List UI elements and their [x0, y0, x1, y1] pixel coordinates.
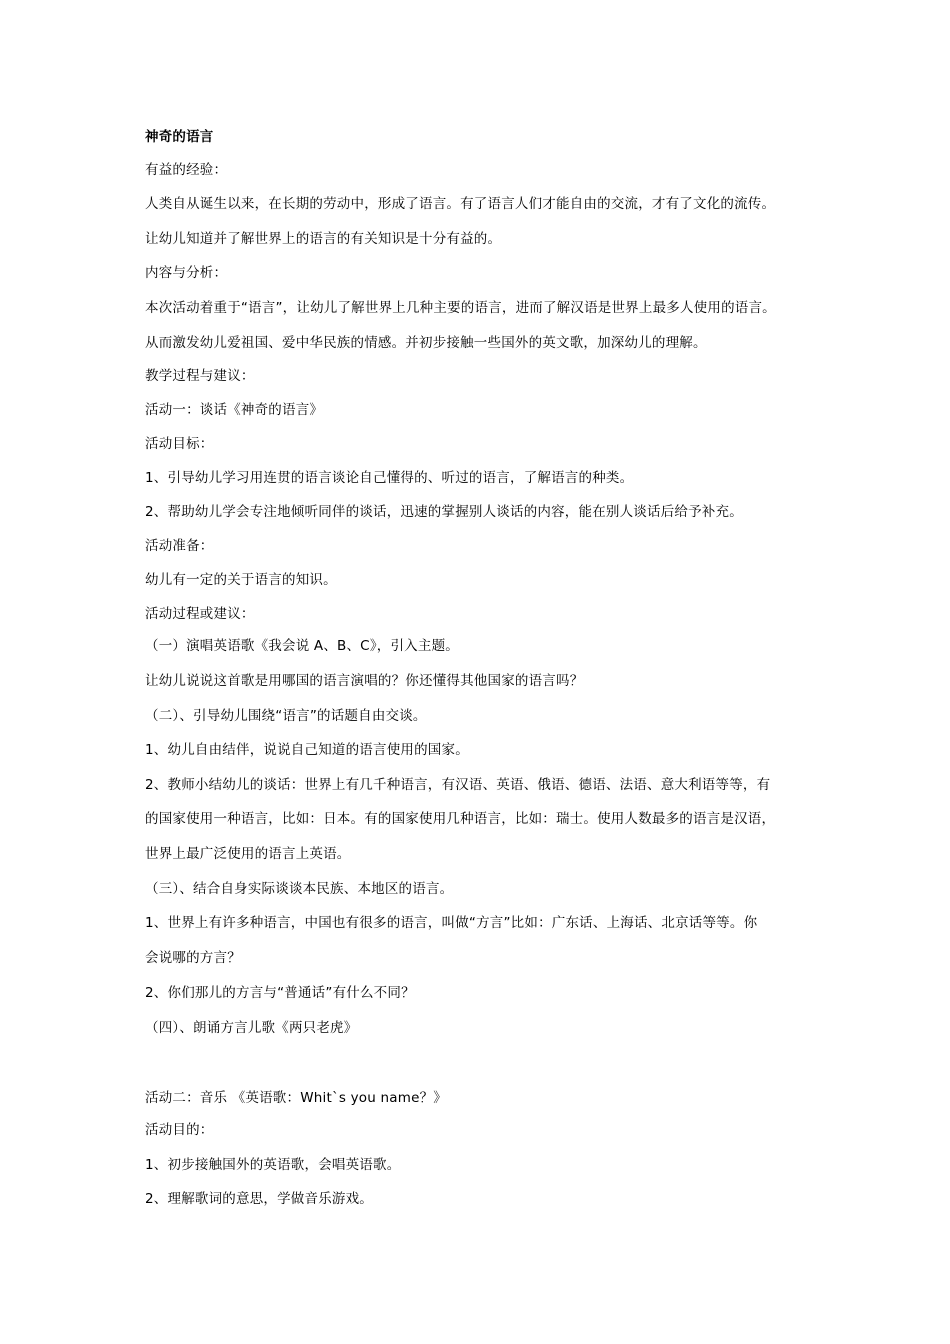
activity-heading: 活动一：谈话《神奇的语言》 [145, 402, 324, 418]
step-heading: （三）、结合自身实际谈谈本民族、本地区的语言。 [145, 881, 454, 897]
list-item: 1、世界上有许多种语言，中国也有很多的语言，叫做“方言”比如：广东话、上海话、北京话等等。你 [145, 915, 758, 931]
section-heading-benefit: 有益的经验： [145, 162, 228, 178]
list-item: 2、帮助幼儿学会专注地倾听同伴的谈话，迅速的掌握别人谈话的内容，能在别人谈话后给予补充。 [145, 504, 743, 520]
step-heading: （一）演唱英语歌《我会说 A、B、C》，引入主题。 [145, 638, 459, 654]
paragraph-line: 的国家使用一种语言，比如：日本。有的国家使用几种语言，比如：瑞士。使用人数最多的语言是汉语， [145, 811, 776, 827]
paragraph-line: 人类自从诞生以来，在长期的劳动中，形成了语言。有了语言人们才能自由的交流，才有了文化的流传。 [145, 196, 776, 212]
step-heading: （二）、引导幼儿围绕“语言”的话题自由交谈。 [145, 708, 427, 724]
subheading-preparation: 活动准备： [145, 538, 214, 554]
step-heading: （四）、朗诵方言儿歌《两只老虎》 [145, 1020, 358, 1036]
list-item: 2、你们那儿的方言与“普通话”有什么不同？ [145, 985, 415, 1001]
paragraph-line: 让幼儿知道并了解世界上的语言的有关知识是十分有益的。 [145, 231, 502, 247]
document-title: 神奇的语言 [145, 129, 214, 145]
paragraph-line: 从而激发幼儿爱祖国、爱中华民族的情感。并初步接触一些国外的英文歌，加深幼儿的理解。 [145, 335, 707, 351]
list-item: 1、幼儿自由结伴，说说自己知道的语言使用的国家。 [145, 742, 469, 758]
list-item: 2、理解歌词的意思，学做音乐游戏。 [145, 1191, 373, 1207]
list-item: 1、引导幼儿学习用连贯的语言谈论自己懂得的、听过的语言，了解语言的种类。 [145, 470, 634, 486]
section-heading-content: 内容与分析： [145, 265, 228, 281]
paragraph-line: 本次活动着重于“语言”，让幼儿了解世界上几种主要的语言，进而了解汉语是世界上最多人使用的语言。 [145, 300, 776, 316]
activity-heading: 活动二：音乐 《英语歌：Whit`s you name？》 [145, 1090, 447, 1106]
paragraph-line: 会说哪的方言？ [145, 950, 241, 966]
list-item: 2、教师小结幼儿的谈话：世界上有几千种语言，有汉语、英语、俄语、德语、法语、意大利语等等，有 [145, 777, 771, 793]
paragraph-line: 世界上最广泛使用的语言上英语。 [145, 846, 351, 862]
list-item: 1、初步接触国外的英语歌，会唱英语歌。 [145, 1157, 401, 1173]
paragraph-line: 让幼儿说说这首歌是用哪国的语言演唱的？你还懂得其他国家的语言吗？ [145, 673, 584, 689]
paragraph-line: 幼儿有一定的关于语言的知识。 [145, 572, 337, 588]
subheading-procedure: 活动过程或建议： [145, 606, 255, 622]
section-heading-process: 教学过程与建议： [145, 368, 255, 384]
subheading-goals: 活动目标： [145, 436, 214, 452]
subheading-purpose: 活动目的： [145, 1122, 214, 1138]
